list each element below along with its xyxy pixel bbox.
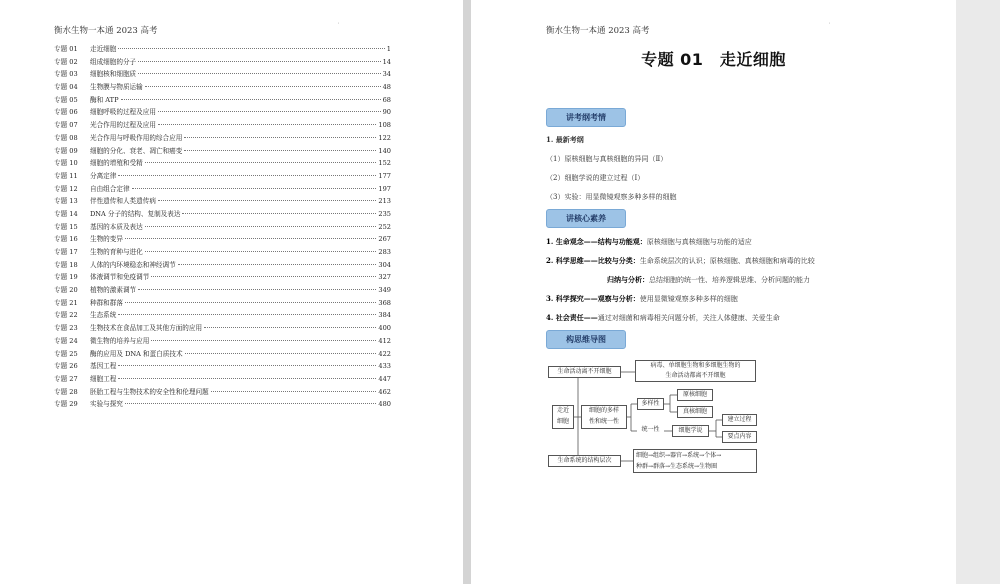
- toc-entry[interactable]: [54, 170, 391, 183]
- toc-entry-page: 197: [378, 184, 391, 193]
- toc-entry-number: 专题 25: [54, 349, 78, 358]
- toc-leader-dots: [145, 162, 377, 163]
- toc-entry[interactable]: [54, 157, 391, 170]
- toc-entry[interactable]: [54, 132, 391, 145]
- mindmap-root: 走近 细胞: [552, 405, 574, 429]
- toc-entry-number: 专题 02: [54, 57, 78, 66]
- toc-entry[interactable]: [54, 297, 391, 310]
- toc-entry-number: 专题 23: [54, 324, 78, 333]
- toc-entry-number: 专题 26: [54, 362, 78, 371]
- toc-entry-title: 走近细胞: [90, 45, 117, 53]
- toc-entry-title: 细胞的增殖和受精: [90, 159, 143, 168]
- core-item: 4. 社会责任——通过对细菌和病毒相关问题分析，关注人体健康、关爱生命: [546, 313, 780, 322]
- toc-entry-page: 90: [382, 108, 391, 117]
- toc-leader-dots: [151, 276, 376, 277]
- toc-entry-page: 14: [382, 57, 391, 66]
- toc-entry-page: 304: [378, 260, 391, 269]
- toc-entry-number: 专题 04: [54, 83, 78, 92]
- toc-entry-title: 细胞核和细胞质: [90, 70, 137, 79]
- toc-entry-number: 专题 06: [54, 108, 78, 117]
- toc-entry[interactable]: [54, 81, 391, 94]
- header-mark: ': [338, 22, 340, 28]
- toc-leader-dots: [125, 238, 376, 239]
- toc-entry-number: 专题 16: [54, 235, 78, 244]
- toc-leader-dots: [158, 200, 376, 201]
- page-header-right: 衡水生物一本通 2023 高考: [546, 26, 650, 36]
- toc-leader-dots: [132, 188, 377, 189]
- document-page-right: [471, 0, 956, 584]
- toc-entry-number: 专题 14: [54, 209, 78, 218]
- header-mark: ': [829, 22, 831, 28]
- toc-leader-dots: [158, 111, 381, 112]
- toc-entry-page: 108: [378, 121, 391, 130]
- mindmap-node-cell-theory: 细胞学说: [672, 425, 709, 437]
- toc-entry-page: 412: [378, 336, 391, 345]
- toc-entry-page: 235: [378, 209, 391, 218]
- toc-entry[interactable]: [54, 398, 391, 411]
- toc-entry-title: 人体的内环境稳态和神经调节: [90, 260, 176, 269]
- toc-leader-dots: [118, 48, 384, 49]
- toc-leader-dots: [185, 353, 377, 354]
- toc-entry[interactable]: [54, 233, 391, 246]
- mindmap-node-life-activity: 生命活动离不开细胞: [548, 366, 621, 378]
- section-badge-mindmap: 构思维导图: [546, 330, 626, 349]
- toc-leader-dots: [158, 124, 376, 125]
- toc-entry-title: 自由组合定律: [90, 184, 130, 193]
- toc-entry-number: 专题 28: [54, 387, 78, 396]
- mindmap-node-eukaryote: 真核细胞: [677, 406, 713, 418]
- toc-entry-title: 种群和群落: [90, 298, 123, 307]
- toc-entry-number: 专题 18: [54, 260, 78, 269]
- toc-entry-title: 植物的激素调节: [90, 286, 137, 295]
- toc-entry[interactable]: [54, 195, 391, 208]
- core-item: 2. 科学思维——比较与分类：生命系统层次的认识；原核细胞、真核细胞和病毒的比较: [546, 256, 815, 265]
- core-item: 归纳与分析：总结细胞的统一性、培养逻辑思维、分析问题的能力: [607, 275, 810, 284]
- mindmap-note-levels: 细胞→组织→器官→系统→个体→ 种群→群落→生态系统→生物圈: [633, 449, 757, 473]
- toc-entry-page: 252: [378, 222, 391, 231]
- chapter-title: 专题 01 走近细胞: [641, 50, 786, 69]
- toc-leader-dots: [138, 289, 376, 290]
- toc-entry[interactable]: [54, 183, 391, 196]
- toc-entry-number: 专题 29: [54, 400, 78, 409]
- toc-entry-page: 400: [378, 324, 391, 333]
- toc-leader-dots: [138, 61, 380, 62]
- toc-entry[interactable]: [54, 360, 391, 373]
- toc-entry-number: 专题 12: [54, 184, 78, 193]
- toc-entry[interactable]: [54, 348, 391, 361]
- toc-entry[interactable]: [54, 43, 391, 56]
- toc-entry[interactable]: [54, 56, 391, 69]
- toc-leader-dots: [151, 340, 376, 341]
- toc-leader-dots: [182, 213, 376, 214]
- toc-leader-dots: [145, 86, 381, 87]
- toc-entry-title: 微生物的培养与应用: [90, 336, 150, 345]
- mindmap-node-system-levels: 生命系统的结构层次: [548, 455, 621, 467]
- toc-entry-title: 生物的育种与进化: [90, 248, 143, 256]
- toc-entry-title: 伴性遗传和人类遗传病: [90, 197, 156, 206]
- toc-entry-page: 422: [378, 349, 391, 358]
- toc-entry-title: 体液调节和免疫调节: [90, 273, 150, 282]
- page-header-left: 衡水生物一本通 2023 高考: [54, 26, 158, 36]
- toc-entry-title: 组成细胞的分子: [90, 57, 137, 66]
- toc-entry[interactable]: [54, 322, 391, 335]
- toc-leader-dots: [138, 73, 380, 74]
- toc-entry-page: 34: [382, 70, 391, 79]
- toc-entry-page: 368: [378, 298, 391, 307]
- toc-entry-page: 213: [378, 197, 391, 206]
- toc-entry[interactable]: [54, 221, 391, 234]
- toc-entry-page: 1: [386, 45, 391, 53]
- toc-entry-title: 生物技术在食品加工及其他方面的应用: [90, 324, 203, 333]
- toc-leader-dots: [211, 391, 377, 392]
- viewer-background: [956, 0, 1000, 584]
- mindmap-node-key-points: 要点内容: [722, 431, 757, 443]
- toc-entry-number: 专题 19: [54, 273, 78, 282]
- toc-entry-number: 专题 11: [54, 171, 78, 180]
- toc-entry-number: 专题 15: [54, 222, 78, 231]
- mindmap-node-establishment: 建立过程: [722, 414, 757, 426]
- syllabus-heading: 1. 最新考纲: [546, 135, 584, 144]
- toc-entry[interactable]: [54, 246, 391, 259]
- toc-entry-title: 细胞的分化、衰老、凋亡和癌变: [90, 146, 183, 155]
- section-badge-exam: 讲考纲考情: [546, 108, 626, 127]
- toc-entry-title: 生物的变异: [90, 235, 123, 244]
- toc-entry-number: 专题 01: [54, 45, 78, 53]
- toc-leader-dots: [118, 314, 376, 315]
- toc-entry-title: DNA 分子的结构、复制及表达: [90, 209, 181, 218]
- toc-entry-title: 光合作用与呼吸作用的综合应用: [90, 133, 183, 142]
- toc-entry[interactable]: [54, 106, 391, 119]
- toc-entry[interactable]: [54, 373, 391, 386]
- toc-leader-dots: [184, 150, 376, 151]
- toc-entry[interactable]: [54, 94, 391, 107]
- toc-leader-dots: [184, 137, 376, 138]
- toc-entry-page: 177: [378, 171, 391, 180]
- toc-entry-page: 480: [378, 400, 391, 409]
- toc-entry-page: 433: [378, 362, 391, 371]
- toc-entry-number: 专题 20: [54, 286, 78, 295]
- toc-entry-page: 68: [382, 95, 391, 104]
- toc-entry-title: 酶和 ATP: [90, 95, 119, 104]
- mindmap-node-unity: 统一性: [637, 425, 664, 437]
- toc-entry-title: 光合作用的过程及应用: [90, 121, 156, 130]
- toc-entry-page: 447: [378, 374, 391, 383]
- toc-entry[interactable]: [54, 208, 391, 221]
- toc-entry-number: 专题 13: [54, 197, 78, 206]
- toc-entry-page: 140: [378, 146, 391, 155]
- toc-leader-dots: [118, 365, 376, 366]
- toc-leader-dots: [145, 251, 377, 252]
- toc-entry-number: 专题 08: [54, 133, 78, 142]
- mindmap-node-diversity: 多样性: [637, 398, 664, 410]
- toc-entry-title: 生物膜与物质运输: [90, 83, 143, 92]
- toc-entry-number: 专题 24: [54, 336, 78, 345]
- toc-entry-page: 48: [382, 83, 391, 92]
- toc-leader-dots: [125, 302, 376, 303]
- core-item: 3. 科学探究——观察与分析：使用显微镜观察多种多样的细胞: [546, 294, 738, 303]
- toc-leader-dots: [204, 327, 376, 328]
- toc-leader-dots: [121, 99, 381, 100]
- toc-entry-page: 152: [378, 159, 391, 168]
- toc-entry[interactable]: [54, 386, 391, 399]
- mindmap-node-prokaryote: 原核细胞: [677, 389, 713, 401]
- mindmap-note-life-activity: 病毒、单细胞生物和多细胞生物的 生命活动都离不开细胞: [635, 360, 756, 382]
- toc-entry-title: 基因工程: [90, 362, 117, 371]
- section-badge-core: 讲核心素养: [546, 209, 626, 228]
- toc-entry-number: 专题 27: [54, 374, 78, 383]
- toc-entry-number: 专题 05: [54, 95, 78, 104]
- mindmap-node-diversity-unity: 细胞的多样 性和统一性: [581, 405, 627, 429]
- toc-leader-dots: [178, 264, 377, 265]
- toc-entry-number: 专题 21: [54, 298, 78, 307]
- syllabus-item: （3）实验：用显微镜观察多种多样的细胞: [546, 193, 677, 201]
- toc-entry[interactable]: [54, 309, 391, 322]
- toc-entry[interactable]: [54, 335, 391, 348]
- toc-entry-page: 283: [378, 248, 391, 256]
- toc-entry-title: 细胞呼吸的过程及应用: [90, 108, 156, 117]
- page-gutter: [463, 0, 471, 584]
- toc-entry[interactable]: [54, 145, 391, 158]
- toc-entry-number: 专题 17: [54, 248, 78, 256]
- toc-entry-number: 专题 10: [54, 159, 78, 168]
- toc-entry[interactable]: [54, 259, 391, 272]
- toc-entry-page: 122: [378, 133, 391, 142]
- toc-entry-page: 384: [378, 311, 391, 320]
- toc-entry[interactable]: [54, 119, 391, 132]
- syllabus-item: （1）原核细胞与真核细胞的异同（Ⅱ）: [546, 155, 668, 163]
- toc-leader-dots: [118, 378, 376, 379]
- syllabus-item: （2）细胞学说的建立过程（Ⅰ）: [546, 174, 645, 182]
- toc-entry-title: 胚胎工程与生物技术的安全性和伦理问题: [90, 387, 209, 396]
- toc-leader-dots: [145, 226, 377, 227]
- core-item: 1. 生命观念——结构与功能观：原核细胞与真核细胞与功能的适应: [546, 237, 752, 246]
- toc-entry[interactable]: [54, 68, 391, 81]
- toc-entry[interactable]: [54, 271, 391, 284]
- toc-entry-title: 酶的应用及 DNA 和蛋白质技术: [90, 349, 183, 358]
- toc-entry-number: 专题 07: [54, 121, 78, 130]
- toc-entry-title: 实验与探究: [90, 400, 123, 409]
- toc-entry[interactable]: [54, 284, 391, 297]
- toc-entry-page: 327: [378, 273, 391, 282]
- toc-leader-dots: [118, 175, 376, 176]
- toc-leader-dots: [125, 403, 376, 404]
- table-of-contents: [54, 43, 391, 411]
- toc-entry-number: 专题 03: [54, 70, 78, 79]
- toc-entry-title: 细胞工程: [90, 374, 117, 383]
- toc-entry-page: 267: [378, 235, 391, 244]
- toc-entry-page: 349: [378, 286, 391, 295]
- toc-entry-title: 分离定律: [90, 171, 117, 180]
- toc-entry-title: 基因的本质及表达: [90, 222, 143, 231]
- toc-entry-number: 专题 22: [54, 311, 78, 320]
- toc-entry-page: 462: [378, 387, 391, 396]
- toc-entry-number: 专题 09: [54, 146, 78, 155]
- toc-entry-title: 生态系统: [90, 311, 117, 320]
